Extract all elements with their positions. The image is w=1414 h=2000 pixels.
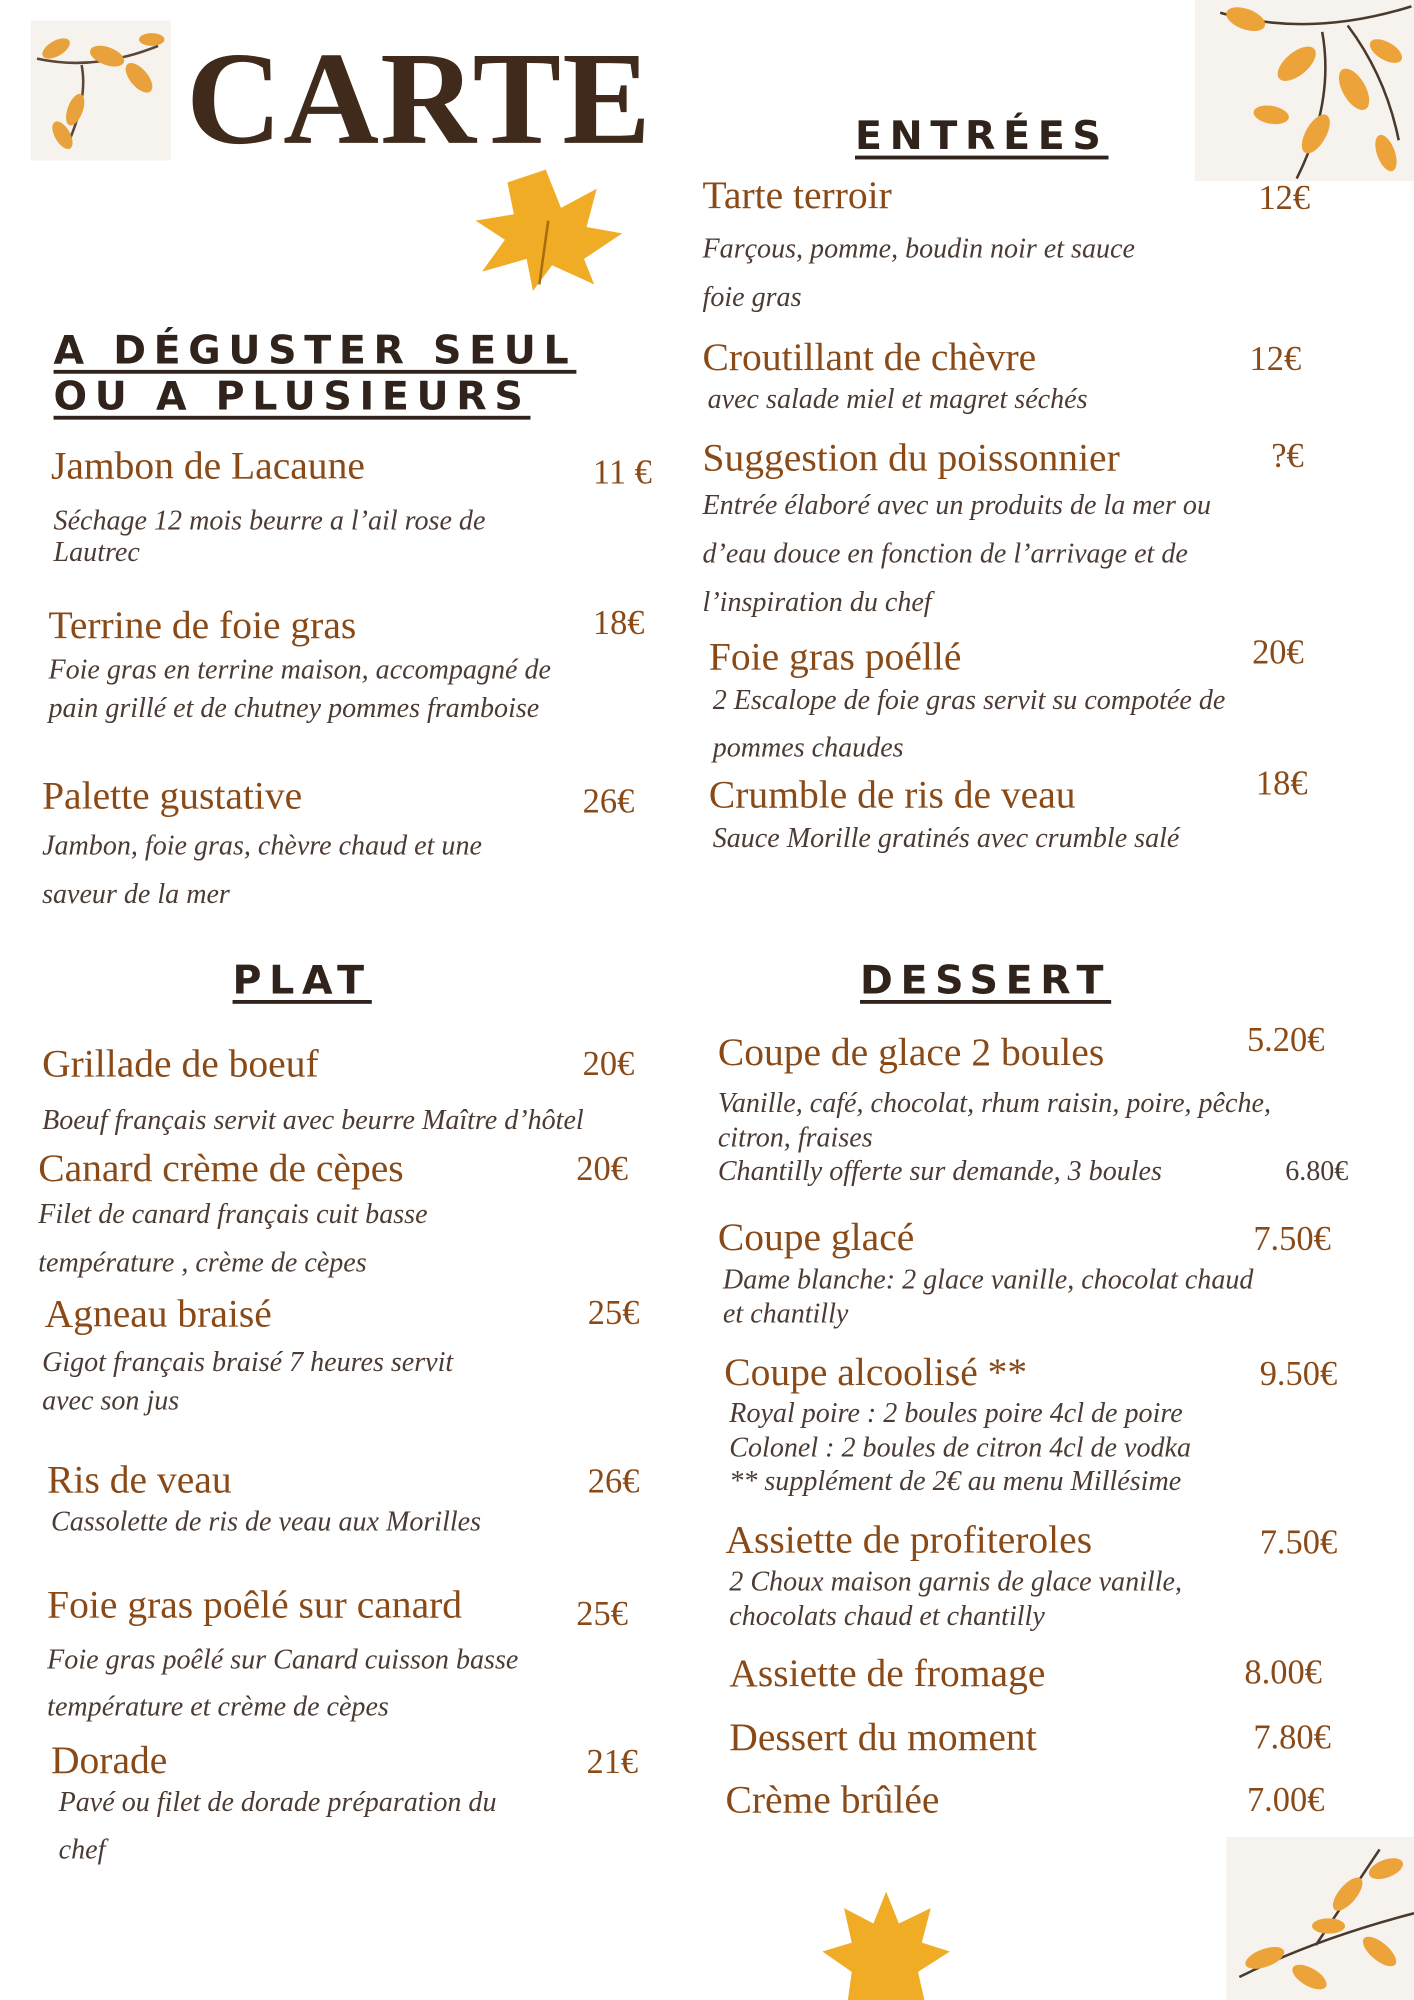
menu-item-description: avec salade miel et magret séchés (707, 382, 1088, 415)
menu-item-name: Suggestion du poissonnier (702, 434, 1120, 480)
menu-item-description: pain grillé et de chutney pommes framboise (48, 691, 540, 724)
menu-item-name: Jambon de Lacaune (51, 442, 365, 488)
menu-item-name: Foie gras poéllé (708, 633, 962, 679)
menu-item-description: saveur de la mer (42, 877, 230, 910)
maple-leaf-icon (816, 1885, 956, 2000)
menu-item-price: 18€ (592, 603, 645, 642)
menu-item-description: d’eau douce en fonction de l’arrivage et de (702, 536, 1188, 569)
menu-item-price: 12€ (1249, 339, 1302, 378)
menu-item-price: 18€ (1255, 764, 1308, 803)
menu-item-description: Entrée élaboré avec un produits de la mer ou (702, 488, 1211, 521)
section-heading-dessert: DESSERT (860, 957, 1112, 1004)
menu-item-description: température et crème de cèpes (47, 1690, 389, 1722)
menu-item-description: Chantilly offerte sur demande, 3 boules (717, 1154, 1162, 1187)
menu-item-description: Lautrec (53, 535, 140, 568)
menu-item-name: Ris de veau (47, 1456, 232, 1502)
menu-item-price: 25€ (587, 1293, 640, 1332)
menu-item-extra-price: 6.80€ (1285, 1154, 1349, 1187)
menu-item-price: 11 € (592, 452, 652, 492)
menu-item-description: chocolats chaud et chantilly (729, 1599, 1045, 1632)
menu-title: CARTE (186, 25, 653, 173)
menu-item-name: Dorade (51, 1737, 168, 1782)
section-heading-entrees: ENTRÉES (855, 113, 1109, 160)
leaf-branch-icon (31, 20, 171, 160)
menu-item-description: Sauce Morille gratinés avec crumble salé (712, 821, 1180, 854)
menu-item-description: avec son jus (42, 1383, 180, 1416)
menu-item-description: 2 Escalope de foie gras servit su compotée de (712, 683, 1226, 716)
section-heading-deguster: OU A PLUSIEURS (53, 373, 531, 420)
menu-item-price: 20€ (576, 1149, 628, 1188)
menu-item-price: ?€ (1271, 436, 1304, 475)
menu-item-price: 20€ (1252, 632, 1304, 671)
menu-item-description: Colonel : 2 boules de citron 4cl de vodka (729, 1431, 1192, 1463)
menu-item-description: citron, fraises (717, 1121, 873, 1154)
menu-item-name: Terrine de foie gras (48, 602, 357, 647)
menu-item-name: Croutillant de chèvre (702, 334, 1037, 379)
menu-item-description: Foie gras poêlé sur Canard cuisson basse (47, 1642, 519, 1675)
menu-item-name: Crumble de ris de veau (708, 771, 1076, 817)
menu-item-description: Royal poire : 2 boules poire 4cl de poire (729, 1396, 1183, 1429)
menu-item-name: Dessert du moment (729, 1714, 1037, 1759)
section-heading-plat: PLAT (232, 957, 372, 1004)
menu-item-name: Coupe glacé (717, 1214, 915, 1259)
menu-item-description: température , crème de cèpes (38, 1246, 367, 1279)
menu-item-description: pommes chaudes (712, 730, 904, 763)
leaf-branch-icon (1227, 1837, 1414, 2000)
menu-item-description: l’inspiration du chef (702, 585, 932, 618)
menu-item-price: 9.50€ (1259, 1354, 1338, 1393)
menu-item-description: Foie gras en terrine maison, accompagné de (48, 653, 551, 685)
menu-item-description: ** supplément de 2€ au menu Millésime (729, 1464, 1182, 1497)
menu-item-name: Crème brûlée (725, 1776, 940, 1822)
menu-item-description: foie gras (702, 280, 802, 313)
menu-item-price: 26€ (587, 1461, 640, 1500)
menu-item-name: Grillade de boeuf (42, 1040, 319, 1086)
menu-item-description: chef (58, 1832, 106, 1865)
menu-item-description: 2 Choux maison garnis de glace vanille, (729, 1565, 1182, 1597)
menu-item-name: Tarte terroir (702, 172, 892, 217)
menu-item-description: Pavé ou filet de dorade préparation du (58, 1785, 497, 1818)
menu-item-description: et chantilly (722, 1297, 849, 1330)
menu-item-price: 25€ (576, 1594, 628, 1633)
menu-item-description: Cassolette de ris de veau aux Morilles (51, 1505, 482, 1537)
menu-item-name: Canard crème de cèpes (38, 1145, 404, 1191)
menu-item-price: 26€ (582, 781, 635, 821)
menu-item-name: Agneau braisé (44, 1290, 272, 1336)
menu-item-price: 21€ (586, 1742, 639, 1781)
maple-leaf-icon (469, 163, 628, 301)
menu-item-name: Coupe alcoolisé ** (724, 1349, 1028, 1395)
menu-item-price: 7.50€ (1259, 1522, 1338, 1562)
menu-item-price: 5.20€ (1246, 1020, 1325, 1059)
menu-item-price: 20€ (582, 1044, 635, 1083)
menu-item-description: Boeuf français servit avec beurre Maître d’hôtel (42, 1103, 584, 1136)
menu-item-name: Foie gras poêlé sur canard (47, 1581, 463, 1627)
menu-item-price: 12€ (1258, 178, 1311, 217)
section-heading-deguster: A DÉGUSTER SEUL (53, 327, 577, 374)
menu-item-description: Jambon, foie gras, chèvre chaud et une (42, 829, 482, 861)
menu-item-description: Gigot français braisé 7 heures servit (42, 1345, 454, 1378)
menu-item-price: 7.80€ (1253, 1718, 1331, 1757)
menu-item-description: Farçous, pomme, boudin noir et sauce (702, 232, 1135, 265)
menu-item-description: Dame blanche: 2 glace vanille, chocolat chaud (722, 1262, 1254, 1295)
menu-item-name: Assiette de fromage (729, 1650, 1046, 1696)
menu-item-price: 7.50€ (1253, 1219, 1331, 1258)
menu-item-name: Assiette de profiteroles (725, 1516, 1093, 1562)
menu-item-name: Palette gustative (42, 772, 303, 818)
menu-item-price: 7.00€ (1246, 1780, 1325, 1819)
menu-item-price: 8.00€ (1244, 1653, 1322, 1692)
menu-item-description: Filet de canard français cuit basse (38, 1197, 428, 1230)
menu-item-description: Séchage 12 mois beurre a l’ail rose de (53, 503, 486, 536)
menu-item-name: Coupe de glace 2 boules (717, 1029, 1105, 1074)
menu-item-description: Vanille, café, chocolat, rhum raisin, poire, pêche, (717, 1086, 1271, 1119)
